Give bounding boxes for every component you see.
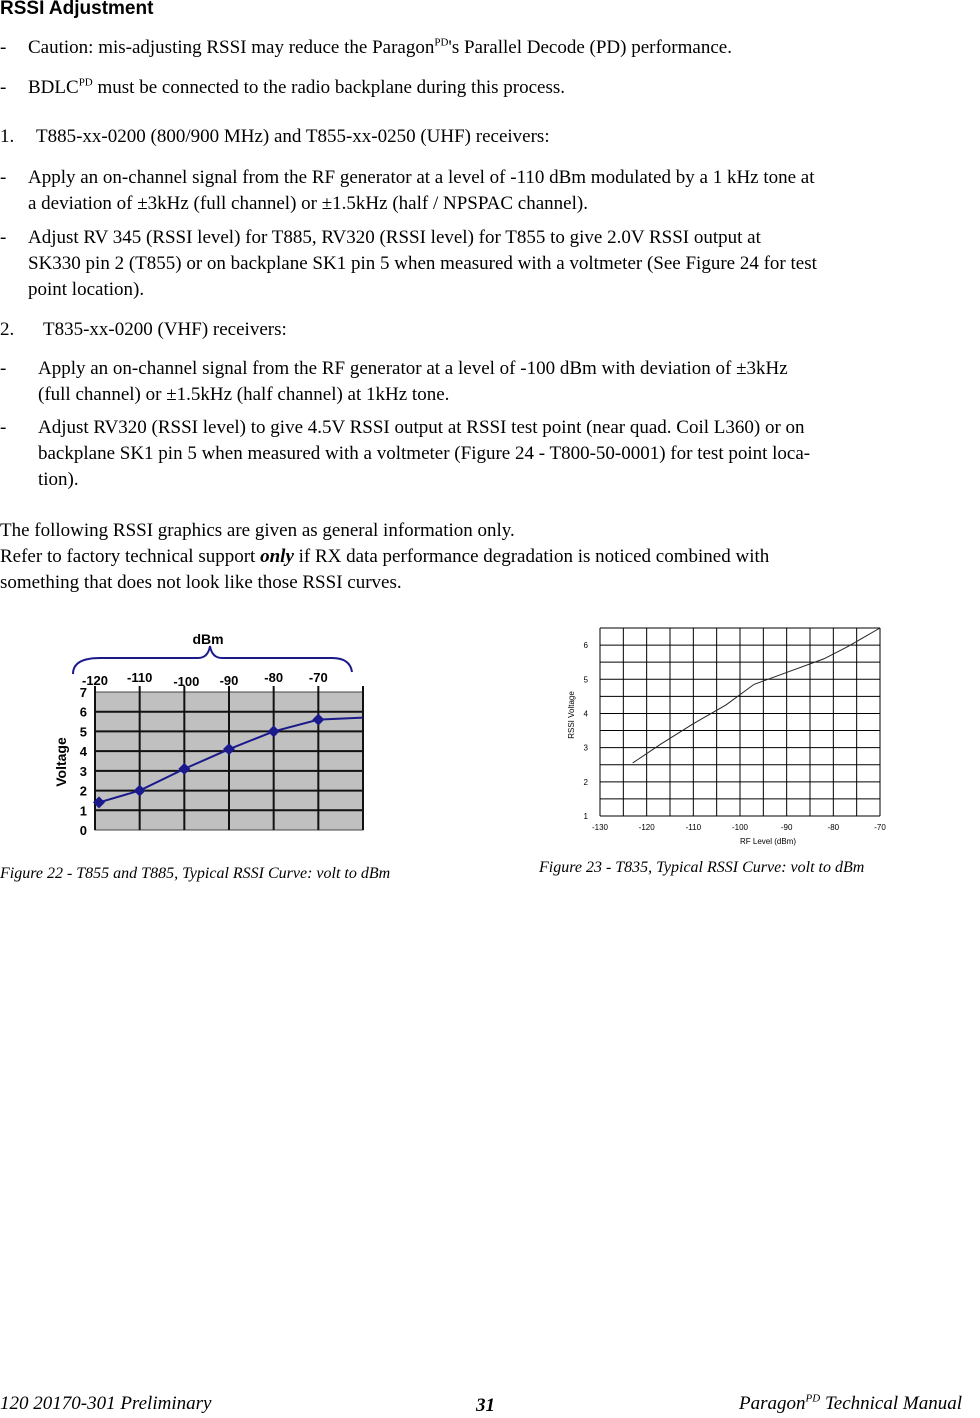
footer-page-number: 31	[476, 1395, 495, 1416]
chart-22-y-axis-label: Voltage	[53, 737, 69, 787]
chart-23-x-tick-label: -70	[874, 823, 886, 832]
chart-23-x-tick-label: -110	[685, 823, 702, 832]
chart-23-y-tick-label: 6	[583, 641, 588, 651]
chart-22-y-tick-label: 2	[79, 783, 87, 799]
page-heading: RSSI Adjustment	[0, 0, 154, 19]
chart-23-y-tick-label: 5	[583, 675, 588, 685]
chart-22-y-tick-label: 1	[79, 803, 87, 819]
chart-23-x-tick-label: -90	[780, 823, 793, 832]
chart-22-x-tick-label: -80	[264, 670, 284, 685]
figure-23-rssi-chart	[560, 620, 890, 850]
chart-23-x-tick-label: -100	[731, 823, 749, 832]
footer-doc-number: 120 20170-301 Preliminary	[0, 1393, 212, 1414]
chart-22-x-tick-label: -100	[173, 674, 200, 689]
chart-22-y-tick-label: 7	[79, 685, 87, 700]
note-paragraph: The following RSSI graphics are given as general information only. Refer to factory technical support only if RX data performance degradation is noticed combined with something that does not look like those RSSI curves.	[0, 520, 770, 593]
chart-23-y-tick-label: 2	[583, 777, 588, 787]
chart-23-x-tick-label: -130	[591, 823, 609, 832]
chart-23-x-axis-label: RF Level (dBm)	[739, 837, 797, 846]
chart-22-x-tick-label: -90	[219, 673, 239, 688]
section-2-title: 2. T835-xx-0200 (VHF) receivers:	[0, 319, 287, 340]
chart-23-y-tick-label: 4	[583, 709, 588, 719]
chart-22-y-tick-label: 5	[79, 724, 87, 740]
section-1-title: 1. T885-xx-0200 (800/900 MHz) and T855-xx-0250 (UHF) receivers:	[0, 126, 550, 147]
chart-22-x-tick-label: -70	[308, 670, 328, 685]
chart-22-title: dBm	[192, 631, 224, 647]
chart-22-x-tick-label: -120	[81, 673, 109, 688]
chart-22-y-tick-label: 6	[79, 704, 87, 720]
chart-23-x-tick-label: -120	[638, 823, 655, 832]
chart-22-y-tick-label: 3	[79, 763, 87, 779]
chart-23-y-tick-label: 3	[583, 743, 588, 753]
footer-manual-title: Paragon$^{PD}$ Technical Manual	[739, 1392, 962, 1414]
figure-22-rssi-chart	[40, 622, 380, 842]
chart-22-x-tick-label: -110	[127, 670, 153, 685]
chart-23-x-tick-label: -80	[827, 823, 840, 832]
chart-22-y-tick-label: 4	[79, 744, 87, 760]
figure-23-caption: Figure 23 - T835, Typical RSSI Curve: volt to dBm	[539, 859, 865, 876]
chart-23-y-axis-label: RSSI Voltage	[567, 691, 576, 739]
chart-23-y-tick-label: 1	[583, 812, 588, 821]
chart-22-y-tick-label: 0	[79, 823, 87, 838]
figure-22-caption: Figure 22 - T855 and T885, Typical RSSI Curve: volt to dBm	[0, 865, 391, 882]
